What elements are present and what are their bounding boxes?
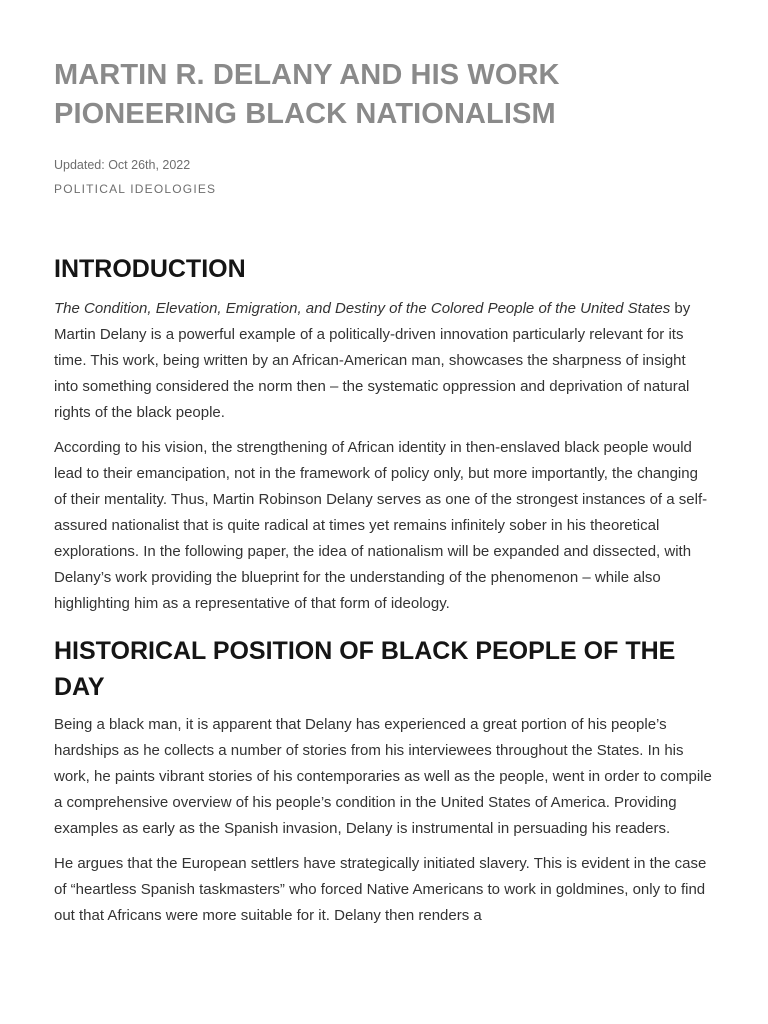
heading-introduction: INTRODUCTION [54,255,246,283]
intro-paragraph-1-text: by Martin Delany is a powerful example of a politically-driven innovation particularly relevant for its time. This work, being written by an African-American man, showcases the sharpness of insight into something considered the norm then – the systematic oppression and deprivation of natural rights of the black people. [54,300,691,421]
historical-paragraph-2: He argues that the European settlers have strategically initiated slavery. This is evident in the case of “heartless Spanish taskmasters” who forced Native Americans to work in goldmines, only to find out that Africans were more suitable for it. Delany then renders a [54,855,707,924]
book-title: The Condition, Elevation, Emigration, and Destiny of the Colored People of the United States [54,300,671,317]
article-title [54,56,714,134]
intro-paragraph-2: According to his vision, the strengthening of African identity in then-enslaved black people would lead to their emancipation, not in the framework of policy only, but more importantly, the changing of their mentality. Thus, Martin Robinson Delany serves as one of the strongest instances of a self-assured nationalist that is quite radical at times yet remains infinitely sober in his theoretical explorations. In the following paper, the idea of nationalism will be expanded and dissected, with Delany’s work providing the blueprint for the understanding of the phenomenon – while also highlighting him as a representative of that form of ideology. [54,439,708,612]
updated-date: Updated: Oct 26th, 2022 [54,158,191,172]
article-title-line-1: MARTIN R. DELANY AND HIS WORK [54,59,560,91]
intro-paragraph-1 [54,296,714,426]
article-title-line-2: PIONEERING BLACK NATIONALISM [54,98,556,130]
historical-paragraph-1: Being a black man, it is apparent that Delany has experienced a great portion of his people’s hardships as he collects a number of stories from his interviewees throughout the States. In his work, he paints vibrant stories of his contemporaries as well as the people, went in order to compile a comprehensive overview of his people’s condition in the United States of America. Providing examples as early as the Spanish invasion, Delany is instrumental in persuading his readers. [54,716,712,837]
heading-historical-position: HISTORICAL POSITION OF BLACK PEOPLE OF THE DAY [54,637,676,701]
category-link[interactable]: POLITICAL IDEOLOGIES [54,182,217,196]
